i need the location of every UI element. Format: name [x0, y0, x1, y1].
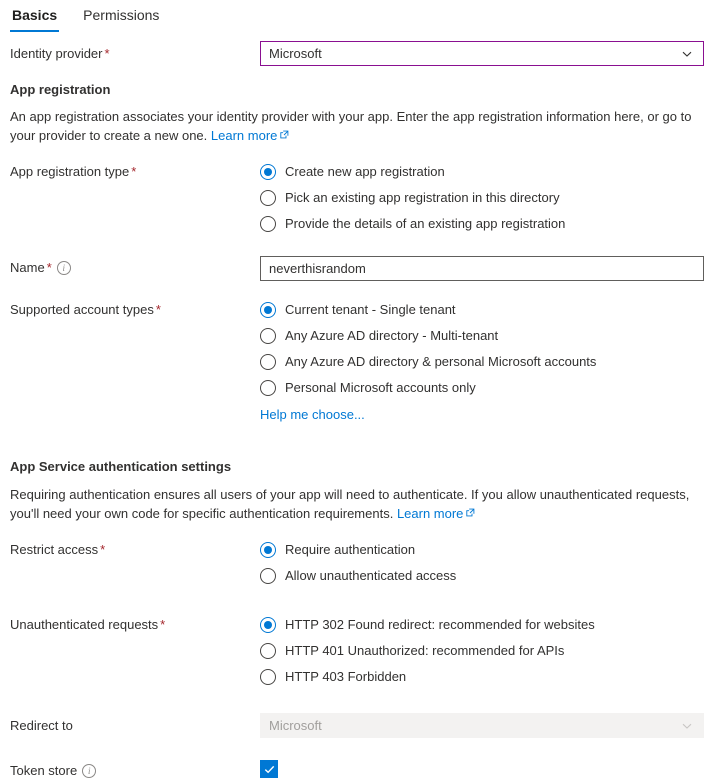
radio-http-302-found-redirect[interactable]	[260, 612, 699, 638]
app-registration-description-text: An app registration associates your identity provider with your app. Enter the app registration information here, or go to your provider to create a new one.	[10, 109, 692, 143]
unauthenticated-requests-label-col	[10, 612, 260, 634]
name-label-col	[10, 256, 260, 277]
radio-require-authentication[interactable]	[260, 537, 699, 563]
redirect-to-dropdown	[260, 713, 704, 738]
name-label: Name	[10, 260, 45, 275]
radio-mark-icon	[260, 568, 276, 584]
help-me-choose-link[interactable]: Help me choose...	[260, 407, 365, 422]
radio-label: Create new app registration	[285, 164, 445, 179]
radio-label: Personal Microsoft accounts only	[285, 380, 476, 395]
name-input[interactable]	[260, 256, 704, 281]
checkmark-icon	[263, 763, 276, 776]
radio-label: HTTP 403 Forbidden	[285, 669, 407, 684]
radio-mark-icon	[260, 669, 276, 685]
tab-bar	[0, 0, 709, 32]
radio-mark-selected-icon	[260, 617, 276, 633]
supported-account-types-row	[10, 297, 699, 424]
restrict-access-label: Restrict access	[10, 542, 99, 557]
auth-settings-section	[10, 458, 699, 523]
token-store-label-col	[10, 760, 260, 780]
info-icon[interactable]: i	[82, 764, 96, 778]
radio-http-401-unauthorized[interactable]	[260, 638, 699, 664]
tab-basics-label: Basics	[12, 7, 58, 23]
restrict-access-radio-group	[260, 537, 699, 589]
info-icon[interactable]: i	[57, 261, 71, 275]
required-asterisk: *	[155, 302, 161, 317]
radio-label: HTTP 302 Found redirect: recommended for websites	[285, 617, 595, 632]
redirect-to-row	[10, 713, 699, 738]
token-store-row	[10, 760, 699, 780]
radio-any-azure-ad-multi-tenant[interactable]	[260, 323, 699, 349]
app-registration-type-radio-group	[260, 159, 699, 237]
identity-provider-field-col	[260, 41, 699, 66]
unauthenticated-requests-options	[260, 612, 699, 690]
required-asterisk: *	[131, 164, 137, 179]
required-asterisk: *	[104, 46, 110, 61]
app-registration-type-row	[10, 159, 699, 237]
required-asterisk: *	[160, 617, 166, 632]
radio-label: Allow unauthenticated access	[285, 568, 457, 583]
radio-mark-icon	[260, 190, 276, 206]
external-link-icon	[466, 508, 475, 517]
unauthenticated-requests-label: Unauthenticated requests	[10, 617, 159, 632]
identity-provider-row	[10, 41, 699, 66]
radio-label: Pick an existing app registration in this directory	[285, 190, 560, 205]
radio-label: Any Azure AD directory - Multi-tenant	[285, 328, 499, 343]
radio-create-new-app-registration[interactable]	[260, 159, 699, 185]
chevron-down-icon	[681, 720, 693, 732]
radio-label: HTTP 401 Unauthorized: recommended for APIs	[285, 643, 565, 658]
token-store-label: Token store	[10, 763, 78, 778]
restrict-access-label-col	[10, 537, 260, 559]
radio-mark-icon	[260, 354, 276, 370]
radio-mark-icon	[260, 643, 276, 659]
redirect-to-value: Microsoft	[269, 718, 322, 733]
app-registration-section	[10, 81, 699, 145]
auth-settings-learn-more-label: Learn more	[396, 506, 464, 521]
app-registration-learn-more-link[interactable]	[211, 128, 289, 143]
radio-mark-icon	[260, 380, 276, 396]
tab-permissions-label: Permissions	[83, 7, 160, 23]
supported-account-types-radio-group	[260, 297, 699, 401]
radio-http-403-forbidden[interactable]	[260, 664, 699, 690]
radio-mark-selected-icon	[260, 302, 276, 318]
radio-label: Require authentication	[285, 542, 416, 557]
required-asterisk: *	[46, 260, 52, 275]
token-store-field-col	[260, 760, 699, 778]
radio-personal-microsoft-accounts-only[interactable]	[260, 375, 699, 401]
auth-settings-description	[10, 485, 694, 523]
auth-settings-learn-more-link[interactable]	[397, 506, 475, 521]
auth-settings-description-text: Requiring authentication ensures all users of your app will need to authenticate. If you allow unauthenticated requests, you'll need your own code for specific authentication requirements.	[10, 487, 690, 521]
chevron-down-icon	[681, 48, 693, 60]
radio-label: Provide the details of an existing app registration	[285, 216, 566, 231]
identity-provider-label: Identity provider	[10, 46, 103, 61]
unauthenticated-requests-radio-group	[260, 612, 699, 690]
radio-mark-icon	[260, 328, 276, 344]
name-field-col	[260, 256, 699, 281]
supported-account-types-label-col	[10, 297, 260, 319]
identity-provider-label-col	[10, 41, 260, 63]
tab-basics[interactable]	[10, 6, 59, 32]
radio-any-azure-ad-and-personal-accounts[interactable]	[260, 349, 699, 375]
radio-label: Current tenant - Single tenant	[285, 302, 456, 317]
radio-mark-selected-icon	[260, 164, 276, 180]
app-registration-learn-more-label: Learn more	[210, 128, 278, 143]
unauthenticated-requests-row	[10, 612, 699, 690]
token-store-checkbox[interactable]	[260, 760, 278, 778]
radio-allow-unauthenticated-access[interactable]	[260, 563, 699, 589]
radio-pick-existing-app-registration[interactable]	[260, 185, 699, 211]
radio-current-tenant-single-tenant[interactable]	[260, 297, 699, 323]
app-registration-heading: App registration	[10, 82, 111, 97]
radio-provide-details-existing-app-registration[interactable]	[260, 211, 699, 237]
auth-settings-heading: App Service authentication settings	[10, 459, 232, 474]
app-registration-type-label: App registration type	[10, 164, 130, 179]
redirect-to-field-col	[260, 713, 699, 738]
identity-provider-dropdown[interactable]	[260, 41, 704, 66]
redirect-to-label: Redirect to	[10, 718, 73, 733]
redirect-to-label-col	[10, 713, 260, 735]
required-asterisk: *	[100, 542, 106, 557]
supported-account-types-options	[260, 297, 699, 424]
app-registration-type-label-col	[10, 159, 260, 181]
basics-form	[0, 41, 709, 780]
supported-account-types-label: Supported account types	[10, 302, 154, 317]
app-registration-type-options	[260, 159, 699, 237]
tab-permissions[interactable]	[81, 6, 161, 32]
restrict-access-row	[10, 537, 699, 589]
radio-label: Any Azure AD directory & personal Microsoft accounts	[285, 354, 597, 369]
identity-provider-value: Microsoft	[269, 46, 322, 61]
name-row	[10, 256, 699, 281]
external-link-icon	[280, 130, 289, 139]
app-registration-description	[10, 107, 699, 145]
radio-mark-selected-icon	[260, 542, 276, 558]
radio-mark-icon	[260, 216, 276, 232]
restrict-access-options	[260, 537, 699, 589]
